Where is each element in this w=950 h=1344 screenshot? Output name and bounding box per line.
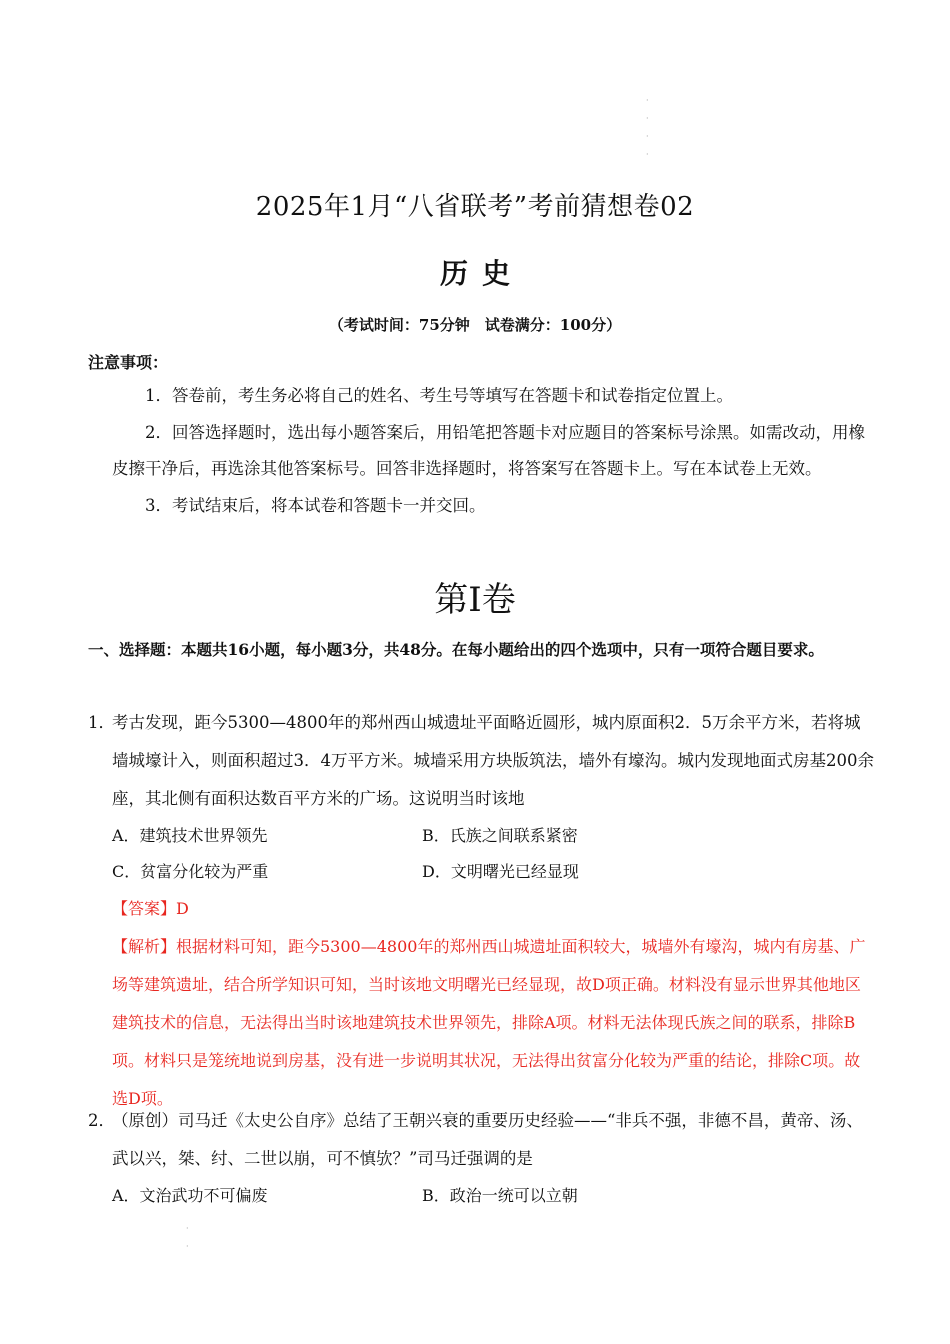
section-heading: 一、选择题：本题共16小题，每小题3分，共48分。在每小题给出的四个选项中，只有一项符合题目要求。: [88, 640, 824, 659]
option-a: A．建筑技术世界领先: [112, 826, 268, 845]
question-text: 考古发现，距今5300—4800年的郑州西山城遗址平面略近圆形，城内原面积2．5万余平方米，若将城墙城壕计入，则面积超过3．4万平方米。城墙采用方块版筑法，墙外有壕沟。城内发现地面式房基200余座，其北侧有面积达数百平方米的广场。这说明当时该地: [112, 713, 874, 808]
decorative-dots: · ·: [186, 1224, 189, 1251]
question-text: （原创）司马迁《太史公自序》总结了王朝兴衰的重要历史经验——“非兵不强，非德不昌，黄帝、汤、武以兴，桀、纣、二世以崩，可不慎欤？”司马迁强调的是: [112, 1111, 863, 1168]
option-d: D．文明曙光已经显现: [422, 862, 579, 881]
notice-item: 1．答卷前，考生务必将自己的姓名、考生号等填写在答题卡和试卷指定位置上。: [145, 386, 733, 405]
answer: 【答案】D: [112, 899, 189, 918]
option-b: B．政治一统可以立朝: [422, 1186, 578, 1205]
subject-title: 历史: [439, 257, 524, 290]
notice-item: 3．考试结束后，将本试卷和答题卡一并交回。: [145, 495, 486, 515]
option-c: C．贫富分化较为严重: [112, 862, 269, 881]
question-number: 1．: [88, 713, 115, 732]
options: [112, 1178, 874, 1214]
options: [112, 818, 874, 890]
question-2: [88, 1102, 874, 1214]
decorative-dots: · · · ·: [646, 96, 649, 159]
question-number: 2．: [88, 1111, 115, 1130]
explanation: 【解析】根据材料可知，距今5300—4800年的郑州西山城遗址面积较大，城墙外有壕沟，城内有房基、广场等建筑遗址，结合所学知识可知，当时该地文明曙光已经显现，故D项正确。材料没有显示世界其他地区建筑技术的信息，无法得出当时该地建筑技术世界领先，排除A项。材料无法体现氏族之间的联系，排除B项。材料只是笼统地说到房基，没有进一步说明其状况，无法得出贫富分化较为严重的结论，排除C项。故选D项。: [112, 937, 866, 1108]
notice-heading: 注意事项：: [88, 353, 169, 372]
notice-list: [112, 378, 868, 524]
exam-info: （考试时间：75分钟 试卷满分：100分）: [328, 316, 622, 334]
question-1: [88, 704, 874, 1118]
option-a: A．文治武功不可偏废: [112, 1186, 268, 1205]
notice-item: 2．回答选择题时，选出每小题答案后，用铅笔把答题卡对应题目的答案标号涂黑。如需改动，用橡皮擦干净后，再选涂其他答案标号。回答非选择题时，将答案写在答题卡上。写在本试卷上无效。: [112, 422, 865, 478]
volume-title: 第Ⅰ卷: [434, 580, 516, 620]
option-b: B．氏族之间联系紧密: [422, 826, 578, 845]
page-title: 2025年1月“八省联考”考前猜想卷02: [255, 192, 695, 222]
